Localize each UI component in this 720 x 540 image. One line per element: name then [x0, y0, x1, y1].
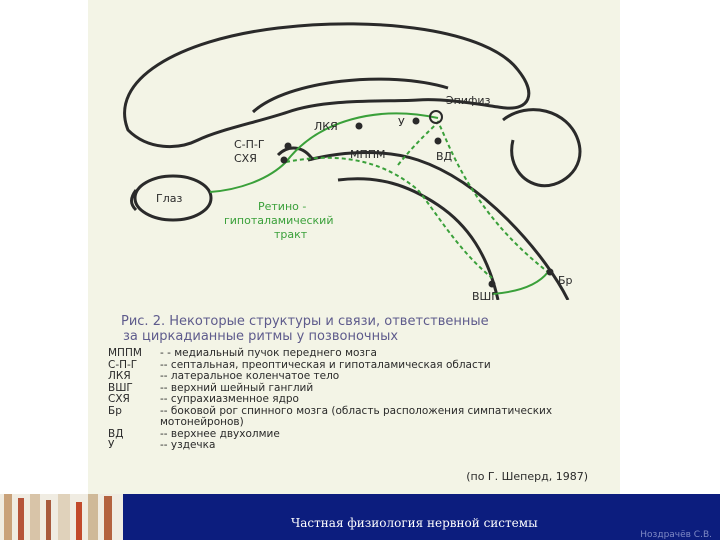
footer-title: Частная физиология нервной системы [291, 516, 538, 530]
figure-caption [121, 314, 601, 344]
legend-desc: - - медиальный пучок переднего мозга [160, 347, 377, 359]
nucleus-vd [435, 138, 442, 145]
legend-desc: -- боковой рог спинного мозга (область расположения симпатических мотонейронов) [160, 404, 553, 428]
label-br: Бр [558, 274, 573, 287]
legend-desc: -- уздечка [160, 439, 216, 451]
legend-abbr: Бр [108, 404, 122, 417]
nucleus-lkya [356, 123, 363, 130]
legend-row [108, 440, 613, 452]
label-spg: С-П-Г [234, 138, 265, 151]
legend-row [108, 394, 613, 406]
legend-row [108, 406, 613, 429]
source-citation: (по Г. Шеперд, 1987) [466, 470, 588, 483]
label-vd: ВД [436, 150, 453, 163]
legend-abbr: МППМ [108, 347, 142, 359]
label-lkya: ЛКЯ [314, 120, 338, 133]
abbreviation-legend [108, 348, 613, 452]
cerebellum [503, 110, 580, 186]
nucleus-br [547, 269, 554, 276]
legend-abbr: С-П-Г [108, 358, 138, 371]
label-tract-1: Ретино - [258, 200, 307, 213]
label-u: У [398, 116, 405, 129]
nucleus-vshg [489, 281, 496, 288]
figure-panel [88, 0, 620, 494]
label-vshg: ВШГ [472, 290, 499, 300]
legend-abbr: ВШГ [108, 381, 133, 394]
brainstem [308, 153, 568, 301]
label-tract-2: гипоталамический [224, 214, 334, 227]
pathway-to-br [398, 122, 548, 272]
label-eye: Глаз [156, 192, 183, 205]
label-shya: СХЯ [234, 152, 257, 165]
legend-desc: -- супрахиазменное ядро [160, 393, 299, 405]
pathway-br-vshg [492, 272, 548, 294]
legend-desc: -- верхнее двухолмие [160, 427, 280, 440]
legend-desc: -- септальная, преоптическая и гипоталамическая области [160, 358, 491, 371]
nucleus-spg [285, 143, 292, 150]
caption-line-1: Рис. 2. Некоторые структуры и связи, ответственные [121, 314, 489, 329]
retino-hypothalamic-tract [210, 162, 286, 192]
label-epiphysis: Эпифиз [446, 94, 491, 107]
legend-abbr: СХЯ [108, 393, 130, 405]
footer-author: Ноздрачёв С.В. [640, 530, 712, 540]
brain-diagram [88, 0, 620, 300]
corpus-callosum [253, 79, 448, 112]
caption-line-2: за циркадианные ритмы у позвоночных [123, 329, 399, 344]
label-tract-3: тракт [274, 228, 308, 241]
footer-banner [123, 494, 720, 540]
legend-row [108, 371, 613, 383]
legend-abbr: ВД [108, 427, 124, 440]
legend-desc: -- латеральное коленчатое тело [160, 370, 340, 382]
legend-row [108, 348, 613, 360]
label-mppm: МППМ [350, 148, 386, 161]
nucleus-shya [281, 157, 288, 164]
anatomy-thumbnail [0, 494, 123, 540]
nucleus-u [413, 118, 420, 125]
legend-desc: -- верхний шейный ганглий [160, 381, 314, 394]
footer-bar [0, 494, 720, 540]
legend-abbr: ЛКЯ [108, 370, 131, 382]
legend-abbr: У [108, 439, 115, 451]
